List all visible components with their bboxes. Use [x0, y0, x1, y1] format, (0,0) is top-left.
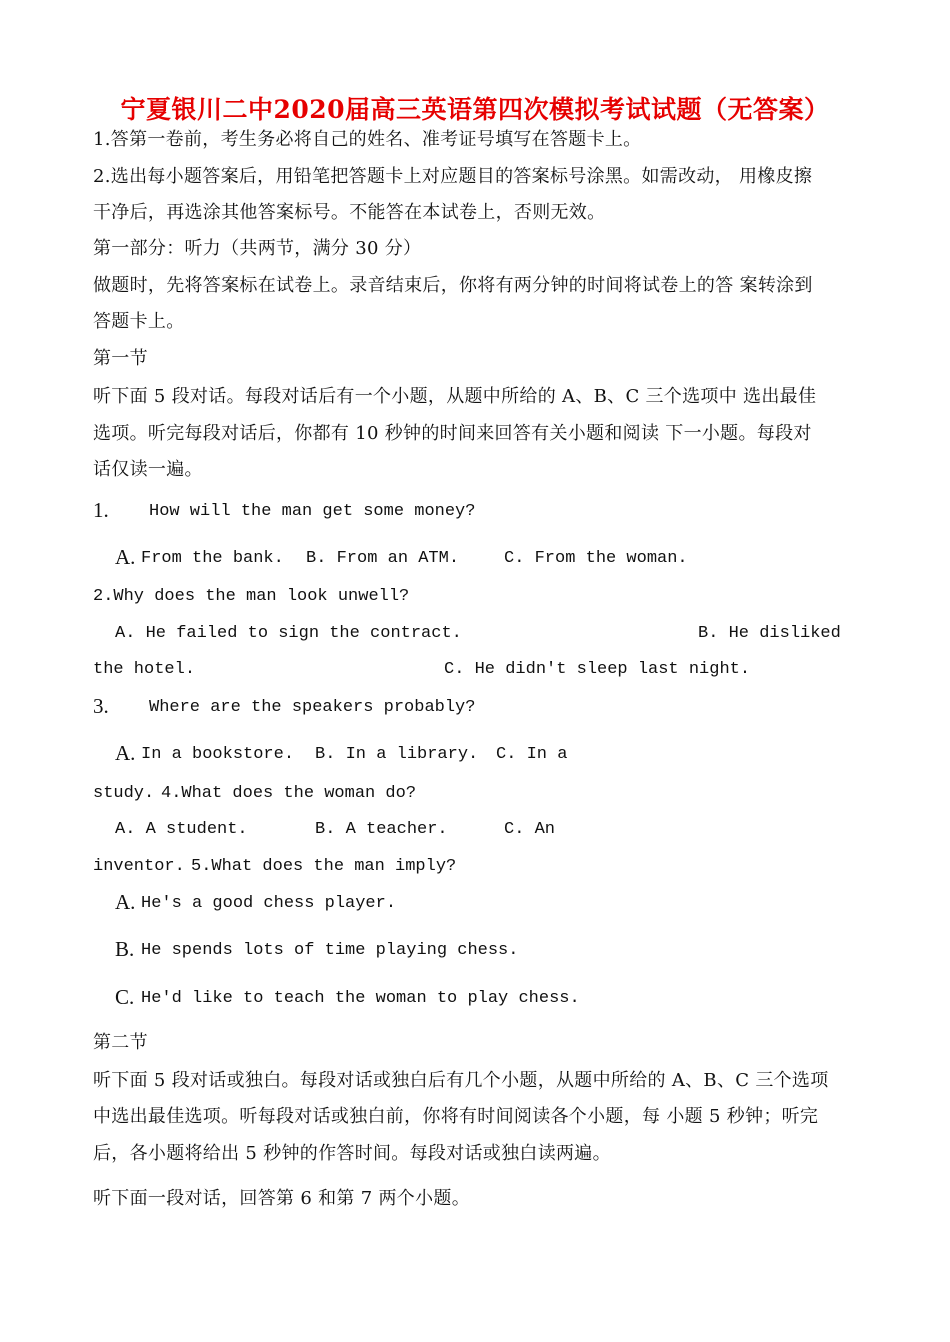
q3-number: 3. [93, 694, 109, 718]
q4-option-c: C. An [504, 820, 556, 839]
section1-intro-line-1: 听下面 5 段对话。每段对话后有一个小题，从题中所给的 A、B、C 三个选项中 选出最佳 [93, 386, 817, 407]
part1-heading: 第一部分：听力（共两节，满分 30 分） [93, 238, 422, 259]
q3-option-c: C. In a [496, 745, 568, 764]
q5-option-c-letter: C. [115, 985, 135, 1009]
q5-text: 5.What does the man imply? [191, 857, 457, 876]
q1-option-a: From the bank. [141, 549, 284, 568]
section2-heading: 第二节 [93, 1032, 148, 1053]
q5-option-c: He'd like to teach the woman to play chess. [141, 989, 580, 1008]
q1-text: How will the man get some money? [149, 502, 476, 521]
note-2-line-1: 2.选出每小题答案后，用铅笔把答题卡上对应题目的答案标号涂黑。如需改动， 用橡皮擦 [93, 166, 813, 187]
q1-number: 1. [93, 498, 109, 522]
q2-option-b: B. He disliked [698, 624, 841, 643]
document-title: 宁夏银川二中2020届高三英语第四次模拟考试试题（无答案） [120, 95, 830, 124]
q1-option-b: B. From an ATM. [306, 549, 460, 568]
section2-intro-line-3: 后，各小题将给出 5 秒钟的作答时间。每段对话或独白读两遍。 [93, 1143, 611, 1164]
note-2-line-2: 干净后，再选涂其他答案标号。不能答在本试卷上，否则无效。 [93, 202, 606, 223]
q5-option-b: He spends lots of time playing chess. [141, 941, 519, 960]
section1-intro-line-3: 话仅读一遍。 [93, 459, 203, 480]
q4-option-c-continued: inventor. [93, 857, 185, 876]
note-1: 1.答第一卷前，考生务必将自己的姓名、准考证号填写在答题卡上。 [93, 129, 642, 150]
q5-option-b-letter: B. [115, 937, 135, 961]
q3-option-c-continued: study. [93, 784, 155, 803]
q2-option-a: A. He failed to sign the contract. [115, 624, 462, 643]
q1-option-c: C. From the woman. [504, 549, 688, 568]
part1-intro-line-1: 做题时，先将答案标在试卷上。录音结束后，你将有两分钟的时间将试卷上的答 案转涂到 [93, 275, 813, 296]
q2-option-c: C. He didn't sleep last night. [444, 660, 751, 679]
part1-intro-line-2: 答题卡上。 [93, 311, 185, 332]
q4-option-b: B. A teacher. [315, 820, 448, 839]
q4-option-a: A. A student. [115, 820, 248, 839]
section2-intro-line-2: 中选出最佳选项。听每段对话或独白前，你将有时间阅读各个小题，每 小题 5 秒钟；听完 [93, 1106, 819, 1127]
q5-option-a-letter: A. [115, 890, 136, 914]
q3-option-a-letter: A. [115, 741, 136, 765]
q2-text: 2.Why does the man look unwell? [93, 587, 410, 606]
q3-text: Where are the speakers probably? [149, 698, 476, 717]
section2-instruction: 听下面一段对话，回答第 6 和第 7 两个小题。 [93, 1188, 470, 1209]
section1-intro-line-2: 选项。听完每段对话后，你都有 10 秒钟的时间来回答有关小题和阅读 下一小题。每段对 [93, 423, 812, 444]
q4-text: 4.What does the woman do? [161, 784, 417, 803]
q3-option-a: In a bookstore. [141, 745, 295, 764]
section1-heading: 第一节 [93, 348, 148, 369]
section2-intro-line-1: 听下面 5 段对话或独白。每段对话或独白后有几个小题，从题中所给的 A、B、C 三个选项 [93, 1070, 829, 1091]
q2-option-b-continued: the hotel. [93, 660, 196, 679]
q1-option-a-letter: A. [115, 545, 136, 569]
q5-option-a: He's a good chess player. [141, 894, 397, 913]
q3-option-b: B. In a library. [315, 745, 479, 764]
